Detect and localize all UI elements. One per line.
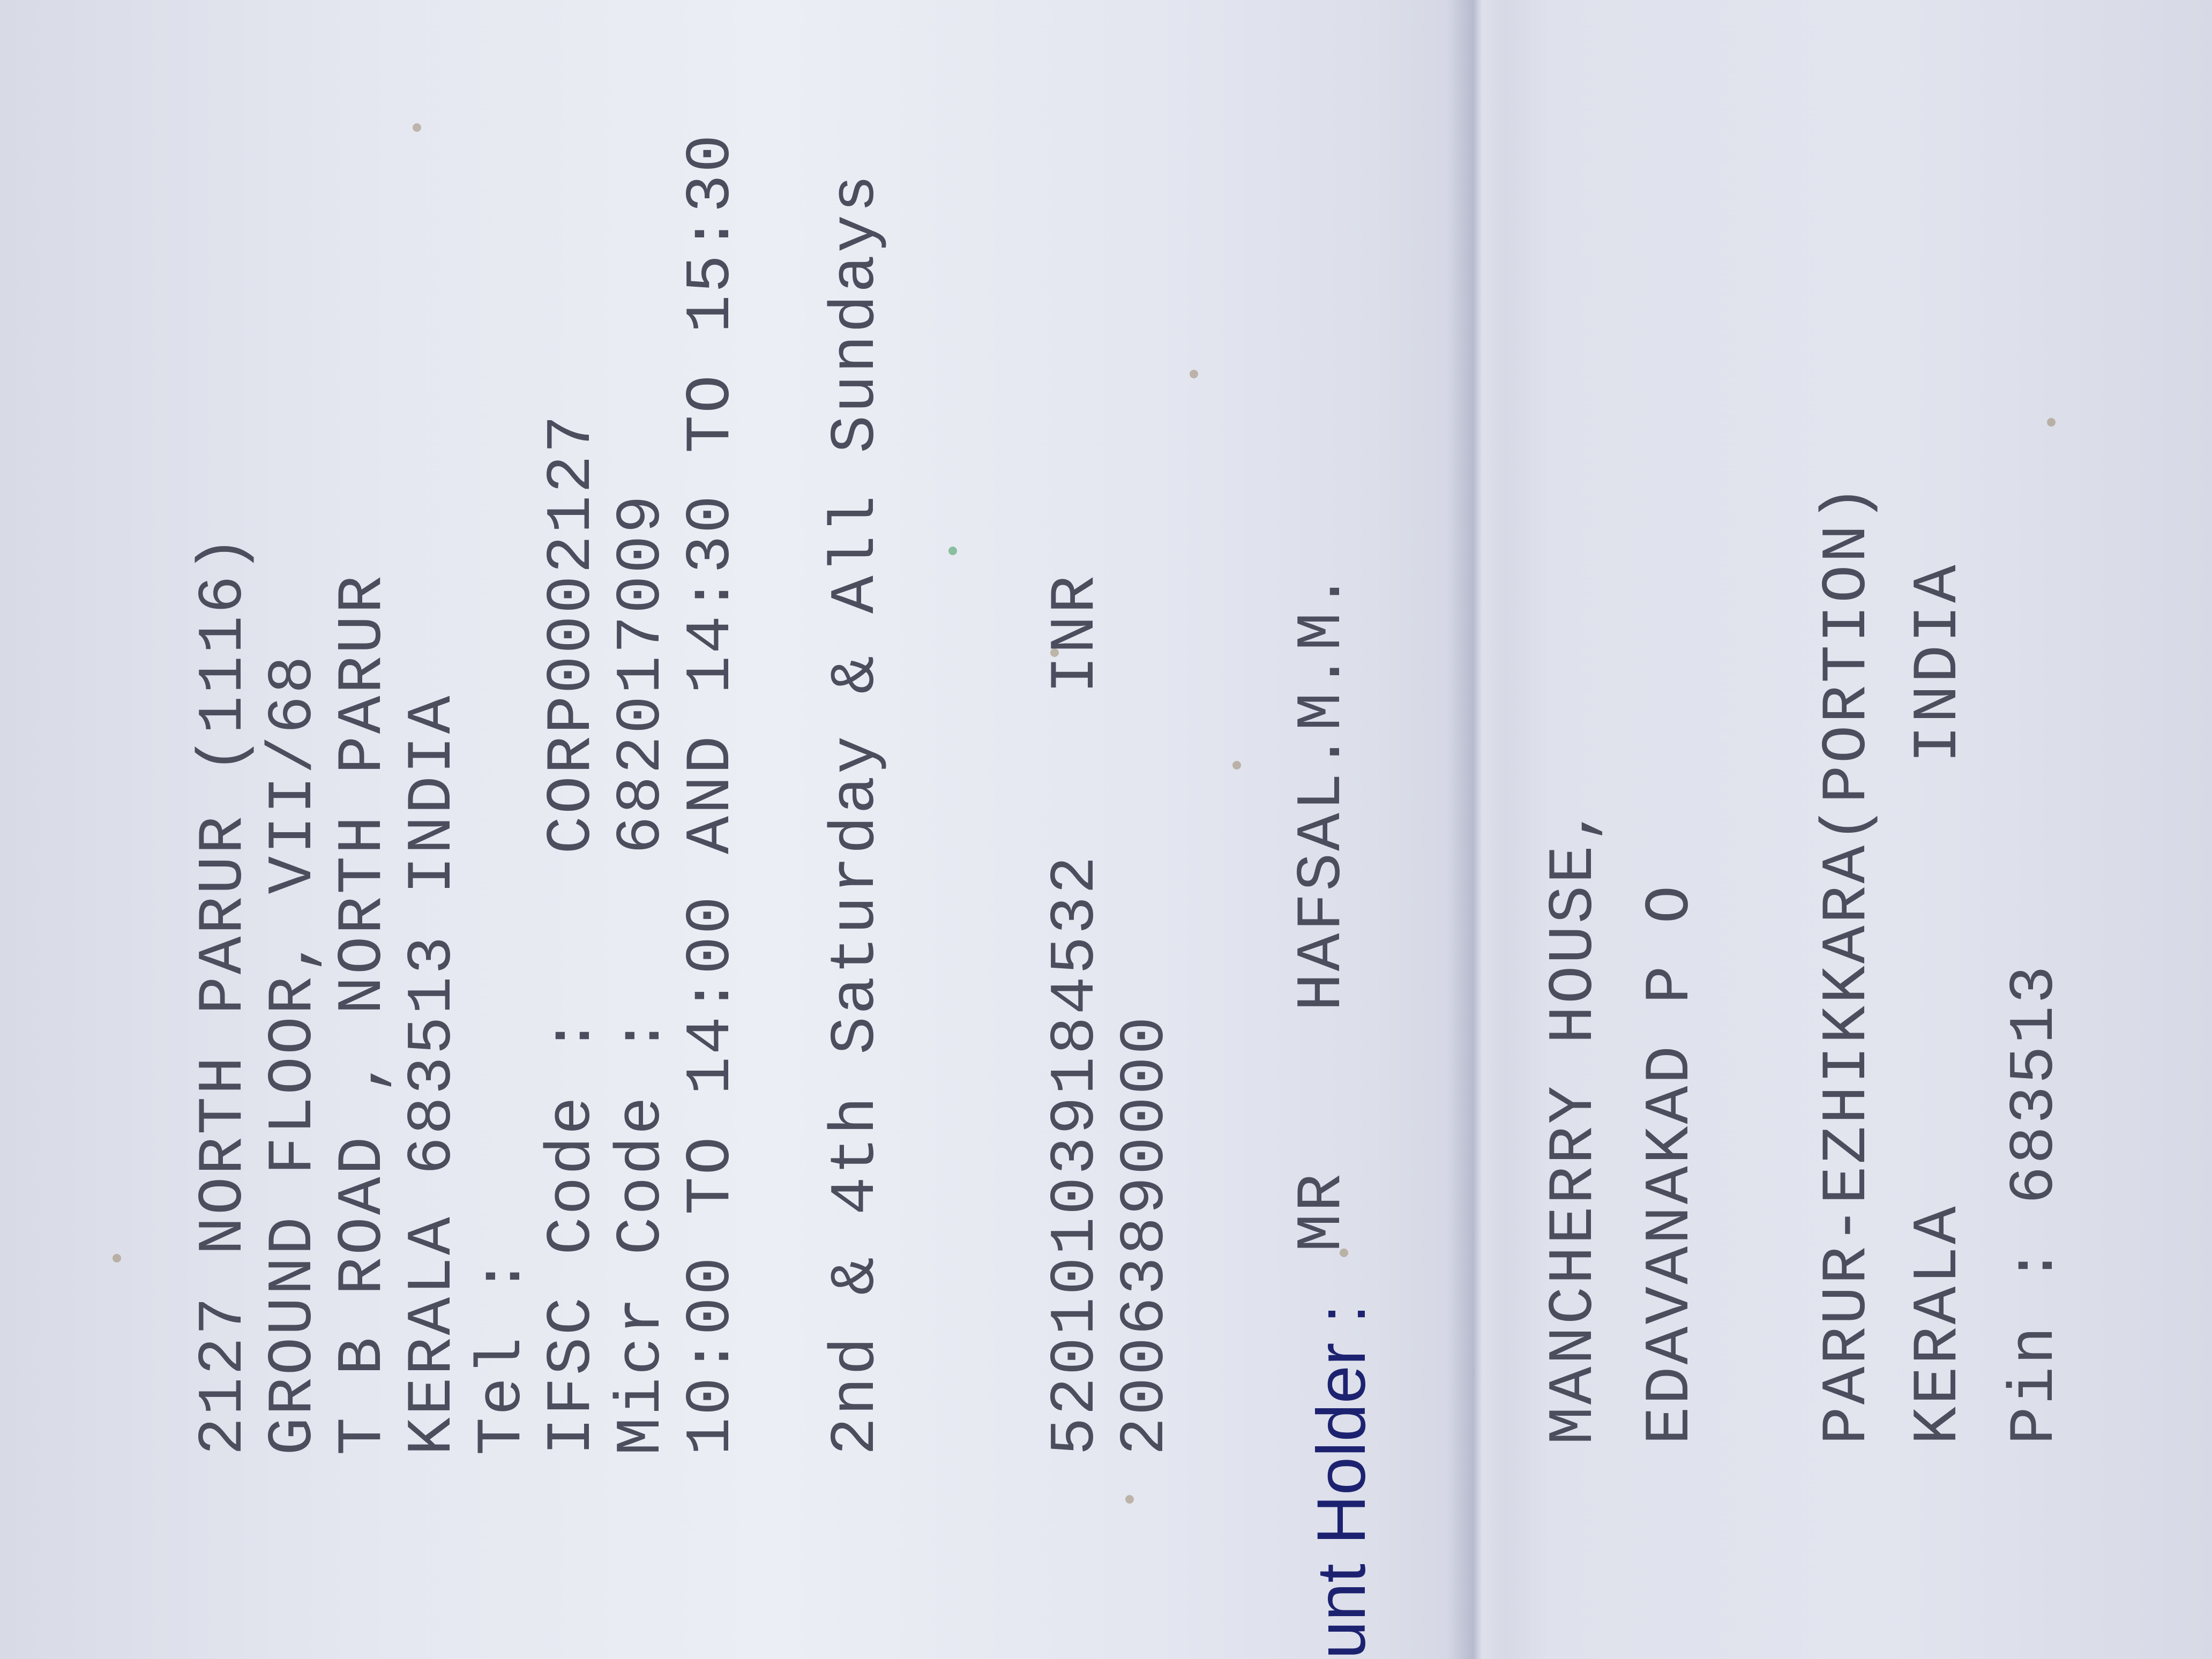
account-holder-label: unt Holder : [1303, 1304, 1380, 1659]
branch-hours: 10:00 TO 14:00 AND 14:30 TO 15:30 [676, 132, 748, 1455]
branch-line-2: GROUND FLOOR, VII/68 [258, 653, 330, 1455]
branch-line-3: T B ROAD , NORTH PARUR [328, 573, 399, 1455]
branch-holidays: 2nd & 4th Saturday & All Sundays [821, 173, 892, 1455]
branch-line-4: KERALA 683513 INDIA [398, 693, 469, 1455]
address-line-2: EDAVANAKAD P O [1635, 883, 1707, 1445]
branch-micr: Micr Code : 682017009 [607, 493, 678, 1455]
branch-line-1: 2127 NORTH PARUR (1116) [189, 533, 260, 1455]
address-line-1: MANCHERRY HOUSE, [1539, 803, 1610, 1445]
address-line-3: PARUR-EZHIKKARA(PORTION) [1812, 482, 1884, 1445]
address-pin: Pin : 683513 [2000, 963, 2071, 1445]
account-id: 20063890000 [1110, 1014, 1182, 1455]
address-line-4: KERALA INDIA [1903, 563, 1975, 1445]
account-number: 520101039184532 INR [1041, 573, 1112, 1455]
account-holder-name: MR HAFSAL.M.M. [1287, 570, 1358, 1252]
branch-tel: Tel : [467, 1254, 539, 1455]
branch-ifsc: IFSC Code : CORP0002127 [537, 413, 608, 1455]
